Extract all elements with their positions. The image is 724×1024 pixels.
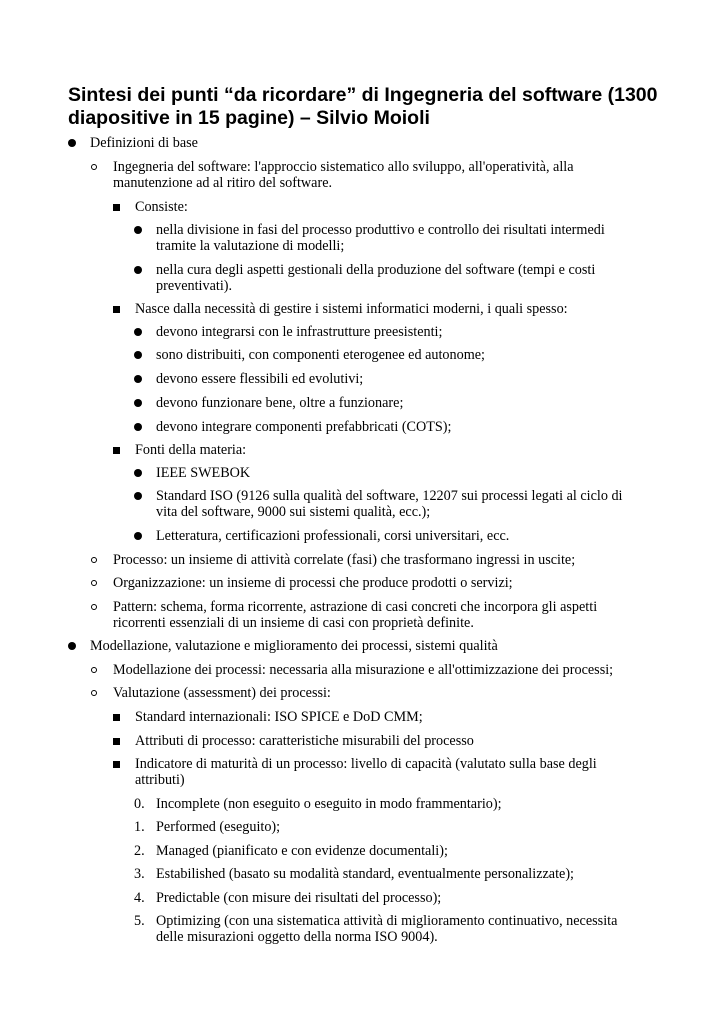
bullet-disc-icon xyxy=(68,139,76,147)
bullet-disc-icon xyxy=(134,328,142,336)
list-item: Processo: un insieme di attività correlate (fasi) che trasformano ingressi in uscite; xyxy=(113,552,576,568)
bullet-disc-icon xyxy=(134,375,142,383)
list-item: Managed (pianificato e con evidenze documentali); xyxy=(156,843,448,859)
bullet-square-icon xyxy=(113,204,120,211)
bullet-square-icon xyxy=(113,306,120,313)
bullet-square-icon xyxy=(113,447,120,454)
list-item: Optimizing (con una sistematica attività di miglioramento continuativo, necessita delle misurazioni oggetto della norma ISO 9004). xyxy=(156,913,618,945)
list-item: Organizzazione: un insieme di processi che produce prodotti o servizi; xyxy=(113,575,513,591)
list-item: nella divisione in fasi del processo produttivo e controllo dei risultati intermedi tramite la valutazione di modelli; xyxy=(156,222,605,254)
bullet-square-icon xyxy=(113,761,120,768)
list-number: 3. xyxy=(134,866,145,882)
list-item: Performed (eseguito); xyxy=(156,819,281,835)
list-number: 2. xyxy=(134,843,145,859)
bullet-circle-icon xyxy=(91,557,97,563)
bullet-circle-icon xyxy=(91,667,97,673)
bullet-disc-icon xyxy=(134,399,142,407)
bullet-square-icon xyxy=(113,738,120,745)
list-item: devono essere flessibili ed evolutivi; xyxy=(156,371,364,387)
bullet-disc-icon xyxy=(134,469,142,477)
list-item: Standard ISO (9126 sulla qualità del software, 12207 sui processi legati al ciclo di vita del software, 9000 sui sistemi qualità, ecc.); xyxy=(156,488,623,520)
bullet-circle-icon xyxy=(91,164,97,170)
list-item: Valutazione (assessment) dei processi: xyxy=(113,685,331,701)
bullet-disc-icon xyxy=(134,266,142,274)
list-item: Consiste: xyxy=(135,199,188,215)
list-item: IEEE SWEBOK xyxy=(156,465,251,481)
list-number: 0. xyxy=(134,796,145,812)
list-item: Letteratura, certificazioni professionali, corsi universitari, ecc. xyxy=(156,528,510,544)
bullet-disc-icon xyxy=(134,351,142,359)
list-item: Predictable (con misure dei risultati del processo); xyxy=(156,890,442,906)
list-item: Standard internazionali: ISO SPICE e DoD CMM; xyxy=(135,709,423,725)
bullet-disc-icon xyxy=(134,532,142,540)
list-item: Indicatore di maturità di un processo: livello di capacità (valutato sulla base degli attributi) xyxy=(135,756,597,788)
list-item: Attributi di processo: caratteristiche misurabili del processo xyxy=(135,733,474,749)
list-number: 1. xyxy=(134,819,145,835)
list-number: 4. xyxy=(134,890,145,906)
list-item: Fonti della materia: xyxy=(135,442,247,458)
list-item: Ingegneria del software: l'approccio sistematico allo sviluppo, all'operatività, alla manutenzione ad al ritiro del software. xyxy=(113,159,574,191)
list-item: sono distribuiti, con componenti eterogenee ed autonome; xyxy=(156,347,485,363)
list-item: Modellazione, valutazione e miglioramento dei processi, sistemi qualità xyxy=(90,638,498,654)
bullet-circle-icon xyxy=(91,580,97,586)
bullet-circle-icon xyxy=(91,604,97,610)
list-item: nella cura degli aspetti gestionali della produzione del software (tempi e costi preventivati). xyxy=(156,262,596,294)
bullet-disc-icon xyxy=(134,226,142,234)
list-item: devono integrarsi con le infrastrutture preesistenti; xyxy=(156,324,443,340)
bullet-disc-icon xyxy=(68,642,76,650)
list-item: devono funzionare bene, oltre a funzionare; xyxy=(156,395,404,411)
list-item: Incomplete (non eseguito o eseguito in modo frammentario); xyxy=(156,796,502,812)
document-title: Sintesi dei punti “da ricordare” di Ingegneria del software (1300 diapositive in 15 pagine) – Silvio Moioli xyxy=(68,84,658,129)
list-item: Estabilished (basato su modalità standard, eventualmente personalizzate); xyxy=(156,866,574,882)
list-item: Modellazione dei processi: necessaria alla misurazione e all'ottimizzazione dei processi; xyxy=(113,662,614,678)
bullet-circle-icon xyxy=(91,690,97,696)
bullet-square-icon xyxy=(113,714,120,721)
list-item: devono integrare componenti prefabbricati (COTS); xyxy=(156,419,452,435)
bullet-disc-icon xyxy=(134,423,142,431)
list-item: Definizioni di base xyxy=(90,135,198,151)
list-number: 5. xyxy=(134,913,145,929)
bullet-disc-icon xyxy=(134,492,142,500)
list-item: Nasce dalla necessità di gestire i sistemi informatici moderni, i quali spesso: xyxy=(135,301,568,317)
list-item: Pattern: schema, forma ricorrente, astrazione di casi concreti che incorpora gli aspetti ricorrenti essenziali di un insieme di casi con proprietà definite. xyxy=(113,599,598,631)
